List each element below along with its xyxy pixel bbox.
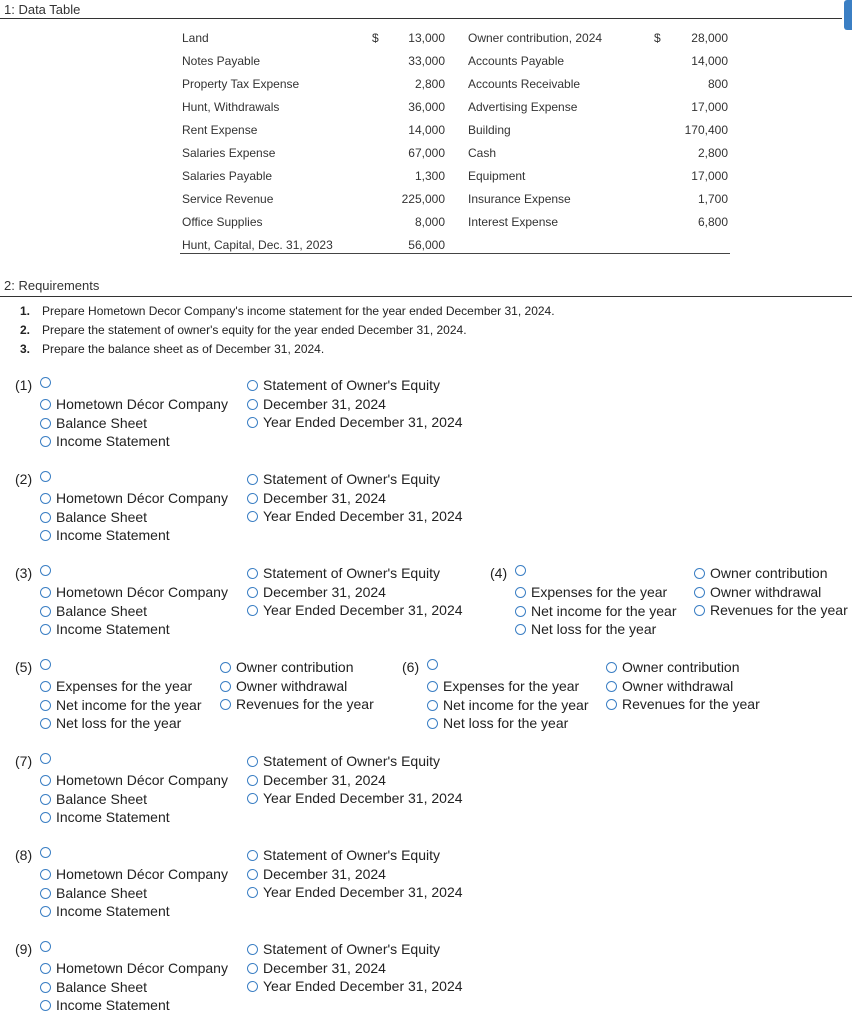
radio-option-label: Income Statement — [56, 527, 170, 544]
radio-option-label: Statement of Owner's Equity — [263, 377, 440, 393]
radio-option-label: Net loss for the year — [56, 715, 182, 732]
radio-option-label: Year Ended December 31, 2024 — [263, 414, 463, 431]
radio-button-icon[interactable] — [247, 493, 258, 504]
radio-button-icon[interactable] — [40, 681, 51, 692]
radio-button-icon[interactable] — [427, 659, 438, 670]
radio-option[interactable] — [40, 866, 228, 883]
table-cell-value: 14,000 — [408, 123, 445, 137]
table-cell-value: 225,000 — [401, 192, 445, 206]
radio-option[interactable] — [40, 659, 56, 670]
radio-option-label: Owner withdrawal — [236, 677, 348, 694]
table-cell-value: 17,000 — [691, 100, 728, 114]
radio-button-icon[interactable] — [606, 699, 617, 710]
radio-option[interactable] — [40, 697, 202, 714]
radio-option[interactable] — [40, 471, 56, 482]
table-cell-value: 6,800 — [697, 215, 728, 229]
radio-option[interactable] — [40, 979, 147, 996]
radio-option[interactable] — [247, 584, 386, 601]
question-label: (6) — [402, 659, 420, 675]
radio-option-label: December 31, 2024 — [263, 865, 386, 882]
requirement-item — [20, 304, 555, 319]
radio-option[interactable] — [247, 753, 440, 770]
radio-option[interactable] — [40, 678, 192, 695]
radio-button-icon[interactable] — [40, 869, 51, 880]
radio-option[interactable] — [427, 659, 443, 670]
radio-button-icon[interactable] — [220, 662, 231, 673]
radio-option-label: Year Ended December 31, 2024 — [263, 884, 463, 901]
requirement-item — [20, 323, 467, 338]
radio-button-icon[interactable] — [247, 775, 258, 786]
table-cell-value: 17,000 — [691, 169, 728, 183]
radio-option[interactable] — [247, 884, 463, 901]
radio-button-icon[interactable] — [427, 718, 438, 729]
table-cell-label: Cash — [468, 146, 497, 160]
radio-option-label: Balance Sheet — [56, 884, 148, 901]
radio-option[interactable] — [606, 659, 740, 676]
radio-option-label: Income Statement — [56, 809, 170, 826]
radio-option[interactable] — [247, 790, 463, 807]
radio-button-icon[interactable] — [694, 587, 705, 598]
radio-button-icon[interactable] — [220, 681, 231, 692]
radio-option-label: Net income for the year — [531, 602, 677, 619]
radio-option[interactable] — [40, 490, 228, 507]
question-label: (8) — [15, 847, 33, 863]
radio-button-icon[interactable] — [40, 906, 51, 917]
radio-option[interactable] — [40, 377, 56, 388]
radio-option-label: December 31, 2024 — [263, 583, 386, 600]
radio-button-icon[interactable] — [247, 756, 258, 767]
table-cell-label: Equipment — [468, 169, 526, 183]
radio-option-label: Hometown Décor Company — [56, 490, 228, 506]
radio-button-icon[interactable] — [247, 417, 258, 428]
radio-option[interactable] — [220, 696, 374, 713]
table-cell-label: Salaries Payable — [182, 169, 273, 183]
radio-option-label: Balance Sheet — [56, 790, 148, 807]
radio-button-icon[interactable] — [220, 699, 231, 710]
radio-button-icon[interactable] — [247, 793, 258, 804]
radio-button-icon[interactable] — [247, 981, 258, 992]
radio-option[interactable] — [40, 791, 147, 808]
radio-option-label: Year Ended December 31, 2024 — [263, 602, 463, 619]
radio-option[interactable] — [427, 697, 589, 714]
table-cell-value: 33,000 — [408, 54, 445, 68]
radio-button-icon[interactable] — [40, 418, 51, 429]
table-cell-value: 1,700 — [697, 192, 728, 206]
requirement-number: 3. — [20, 342, 31, 356]
radio-button-icon[interactable] — [247, 587, 258, 598]
radio-option-label: Owner withdrawal — [622, 677, 734, 694]
radio-button-icon[interactable] — [40, 700, 51, 711]
radio-button-icon[interactable] — [40, 624, 51, 635]
radio-option[interactable] — [247, 565, 440, 582]
radio-option-label: Owner contribution — [710, 565, 828, 581]
table-cell-label: Salaries Expense — [182, 146, 276, 160]
radio-button-icon[interactable] — [247, 944, 258, 955]
radio-option[interactable] — [515, 565, 531, 576]
radio-button-icon[interactable] — [247, 850, 258, 861]
radio-option-label: Year Ended December 31, 2024 — [263, 790, 463, 807]
radio-button-icon[interactable] — [427, 700, 438, 711]
radio-option-label: Revenues for the year — [710, 602, 848, 619]
radio-option[interactable] — [247, 602, 463, 619]
radio-option[interactable] — [247, 396, 386, 413]
table-cell-label: Building — [468, 123, 511, 137]
radio-option[interactable] — [247, 941, 440, 958]
radio-option[interactable] — [40, 885, 147, 902]
radio-button-icon[interactable] — [247, 380, 258, 391]
radio-button-icon[interactable] — [40, 659, 51, 670]
radio-option-label: Statement of Owner's Equity — [263, 941, 440, 957]
radio-button-icon[interactable] — [606, 662, 617, 673]
radio-button-icon[interactable] — [247, 399, 258, 410]
radio-option[interactable] — [40, 941, 56, 952]
radio-option[interactable] — [40, 527, 170, 544]
table-cell-label: Hunt, Capital, Dec. 31, 2023 — [182, 238, 333, 252]
radio-option[interactable] — [247, 847, 440, 864]
radio-button-icon[interactable] — [40, 377, 51, 388]
table-cell-value: 28,000 — [691, 31, 728, 45]
table-cell-label: Notes Payable — [182, 54, 261, 68]
divider — [0, 296, 852, 297]
table-cell-value: 56,000 — [408, 238, 445, 252]
radio-button-icon[interactable] — [694, 605, 705, 616]
question-label: (9) — [15, 941, 33, 957]
radio-option[interactable] — [40, 433, 170, 450]
radio-button-icon[interactable] — [40, 565, 51, 576]
table-cell-value: 800 — [707, 77, 728, 91]
radio-option-label: Net income for the year — [56, 696, 202, 713]
radio-option-label: December 31, 2024 — [263, 489, 386, 506]
radio-option[interactable] — [694, 584, 821, 601]
requirement-text: Prepare the balance sheet as of December 31, 2024. — [42, 342, 325, 356]
radio-option-label: Statement of Owner's Equity — [263, 565, 440, 581]
radio-option[interactable] — [247, 414, 463, 431]
radio-option[interactable] — [247, 978, 463, 995]
radio-button-icon[interactable] — [515, 587, 526, 598]
radio-button-icon[interactable] — [40, 493, 51, 504]
radio-button-icon[interactable] — [515, 565, 526, 576]
radio-option-label: Income Statement — [56, 997, 170, 1014]
table-cell-value: 2,800 — [697, 146, 728, 160]
radio-option[interactable] — [40, 715, 181, 732]
question-label: (3) — [15, 565, 33, 581]
radio-button-icon[interactable] — [40, 1000, 51, 1011]
radio-option-label: Year Ended December 31, 2024 — [263, 508, 463, 525]
table-cell-dollar: $ — [372, 31, 379, 45]
table-cell-label: Advertising Expense — [468, 100, 578, 114]
table-cell-label: Land — [182, 31, 209, 45]
radio-button-icon[interactable] — [40, 718, 51, 729]
radio-button-icon[interactable] — [247, 568, 258, 579]
radio-option[interactable] — [247, 377, 440, 394]
radio-option-label: Statement of Owner's Equity — [263, 753, 440, 769]
radio-option[interactable] — [247, 772, 386, 789]
radio-option[interactable] — [247, 866, 386, 883]
radio-button-icon[interactable] — [40, 847, 51, 858]
question-label: (1) — [15, 377, 33, 393]
radio-button-icon[interactable] — [247, 869, 258, 880]
table-cell-label: Owner contribution, 2024 — [468, 31, 603, 45]
radio-button-icon[interactable] — [40, 399, 51, 410]
radio-option-label: Owner contribution — [622, 659, 740, 675]
radio-button-icon[interactable] — [40, 587, 51, 598]
table-cell-value: 170,400 — [684, 123, 728, 137]
radio-option-label: Owner contribution — [236, 659, 354, 675]
radio-option[interactable] — [40, 960, 228, 977]
radio-option[interactable] — [40, 415, 147, 432]
radio-option[interactable] — [40, 565, 56, 576]
radio-button-icon[interactable] — [515, 606, 526, 617]
radio-option-label: Expenses for the year — [56, 678, 193, 694]
radio-option[interactable] — [247, 508, 463, 525]
radio-button-icon[interactable] — [247, 605, 258, 616]
radio-option[interactable] — [247, 490, 386, 507]
radio-option-label: Income Statement — [56, 621, 170, 638]
radio-button-icon[interactable] — [40, 512, 51, 523]
radio-option[interactable] — [40, 997, 170, 1014]
radio-button-icon[interactable] — [40, 753, 51, 764]
table-cell-value: 2,800 — [414, 77, 445, 91]
radio-button-icon[interactable] — [694, 568, 705, 579]
question-label: (2) — [15, 471, 33, 487]
radio-button-icon[interactable] — [40, 982, 51, 993]
radio-option-label: December 31, 2024 — [263, 395, 386, 412]
table-cell-label: Interest Expense — [468, 215, 559, 229]
table-cell-label: Office Supplies — [182, 215, 263, 229]
radio-option[interactable] — [515, 621, 656, 638]
radio-button-icon[interactable] — [40, 530, 51, 541]
radio-option-label: Hometown Décor Company — [56, 584, 228, 600]
radio-option-label: Balance Sheet — [56, 414, 148, 431]
radio-button-icon[interactable] — [40, 606, 51, 617]
radio-option[interactable] — [515, 603, 677, 620]
radio-option[interactable] — [40, 621, 170, 638]
radio-option-label: Year Ended December 31, 2024 — [263, 978, 463, 995]
radio-option-label: Net loss for the year — [531, 621, 657, 638]
table-cell-label: Insurance Expense — [468, 192, 571, 206]
panel-tab[interactable] — [844, 0, 852, 30]
question-label: (7) — [15, 753, 33, 769]
radio-option-label: Statement of Owner's Equity — [263, 847, 440, 863]
radio-option-label: December 31, 2024 — [263, 771, 386, 788]
table-cell-value: 8,000 — [414, 215, 445, 229]
table-cell-value: 14,000 — [691, 54, 728, 68]
table-bottom-rule — [180, 253, 730, 254]
requirements-title: 2: Requirements — [4, 278, 100, 293]
radio-option-label: Hometown Décor Company — [56, 866, 228, 882]
radio-option[interactable] — [515, 584, 667, 601]
radio-button-icon[interactable] — [40, 794, 51, 805]
radio-option-label: Revenues for the year — [622, 696, 760, 713]
radio-button-icon[interactable] — [247, 474, 258, 485]
question-label: (4) — [490, 565, 508, 581]
table-cell-value: 1,300 — [414, 169, 445, 183]
radio-option-label: Statement of Owner's Equity — [263, 471, 440, 487]
radio-button-icon[interactable] — [40, 471, 51, 482]
table-cell-label: Hunt, Withdrawals — [182, 100, 280, 114]
radio-button-icon[interactable] — [40, 775, 51, 786]
radio-button-icon[interactable] — [427, 681, 438, 692]
table-cell-label: Property Tax Expense — [182, 77, 300, 91]
radio-option[interactable] — [427, 715, 568, 732]
radio-option-label: Balance Sheet — [56, 508, 148, 525]
radio-option[interactable] — [40, 584, 228, 601]
data-table-title: 1: Data Table — [4, 2, 81, 17]
radio-option-label: Hometown Décor Company — [56, 772, 228, 788]
table-cell-value: 67,000 — [408, 146, 445, 160]
radio-button-icon[interactable] — [40, 812, 51, 823]
radio-option-label: Income Statement — [56, 903, 170, 920]
radio-button-icon[interactable] — [247, 963, 258, 974]
question-label: (5) — [15, 659, 33, 675]
radio-option-label: Hometown Décor Company — [56, 960, 228, 976]
radio-option-label: Expenses for the year — [531, 584, 668, 600]
radio-option[interactable] — [606, 696, 760, 713]
radio-option-label: Income Statement — [56, 433, 170, 450]
radio-button-icon[interactable] — [40, 941, 51, 952]
radio-button-icon[interactable] — [515, 624, 526, 635]
radio-option[interactable] — [40, 753, 56, 764]
requirement-text: Prepare the statement of owner's equity for the year ended December 31, 2024. — [42, 323, 467, 337]
radio-option[interactable] — [40, 603, 147, 620]
radio-option[interactable] — [247, 960, 386, 977]
radio-option-label: Balance Sheet — [56, 602, 148, 619]
radio-option[interactable] — [40, 509, 147, 526]
radio-option-label: Expenses for the year — [443, 678, 580, 694]
radio-option[interactable] — [220, 659, 354, 676]
table-cell-label: Rent Expense — [182, 123, 258, 137]
radio-option[interactable] — [606, 678, 733, 695]
radio-button-icon[interactable] — [40, 963, 51, 974]
radio-button-icon[interactable] — [40, 888, 51, 899]
requirement-number: 2. — [20, 323, 31, 337]
requirement-number: 1. — [20, 304, 31, 318]
radio-option[interactable] — [40, 396, 228, 413]
table-cell-value: 36,000 — [408, 100, 445, 114]
table-cell-label: Accounts Payable — [468, 54, 565, 68]
radio-option[interactable] — [40, 809, 170, 826]
requirement-item — [20, 342, 324, 357]
table-cell-value: 13,000 — [408, 31, 445, 45]
radio-button-icon[interactable] — [247, 887, 258, 898]
radio-option[interactable] — [40, 847, 56, 858]
radio-option-label: Net loss for the year — [443, 715, 569, 732]
table-cell-label: Accounts Receivable — [468, 77, 581, 91]
radio-option[interactable] — [220, 678, 347, 695]
radio-option[interactable] — [40, 903, 170, 920]
radio-option-label: Hometown Décor Company — [56, 396, 228, 412]
requirement-text: Prepare Hometown Decor Company's income statement for the year ended December 31, 2024. — [42, 304, 555, 318]
radio-option-label: Revenues for the year — [236, 696, 374, 713]
radio-option[interactable] — [247, 471, 440, 488]
radio-option-label: December 31, 2024 — [263, 959, 386, 976]
table-cell-dollar: $ — [654, 31, 661, 45]
radio-button-icon[interactable] — [247, 511, 258, 522]
radio-button-icon[interactable] — [606, 681, 617, 692]
radio-option[interactable] — [694, 602, 848, 619]
radio-option[interactable] — [427, 678, 579, 695]
divider — [0, 18, 842, 19]
radio-option-label: Balance Sheet — [56, 978, 148, 995]
radio-option-label: Owner withdrawal — [710, 583, 822, 600]
radio-button-icon[interactable] — [40, 436, 51, 447]
radio-option[interactable] — [694, 565, 828, 582]
radio-option[interactable] — [40, 772, 228, 789]
radio-option-label: Net income for the year — [443, 696, 589, 713]
table-cell-label: Service Revenue — [182, 192, 274, 206]
